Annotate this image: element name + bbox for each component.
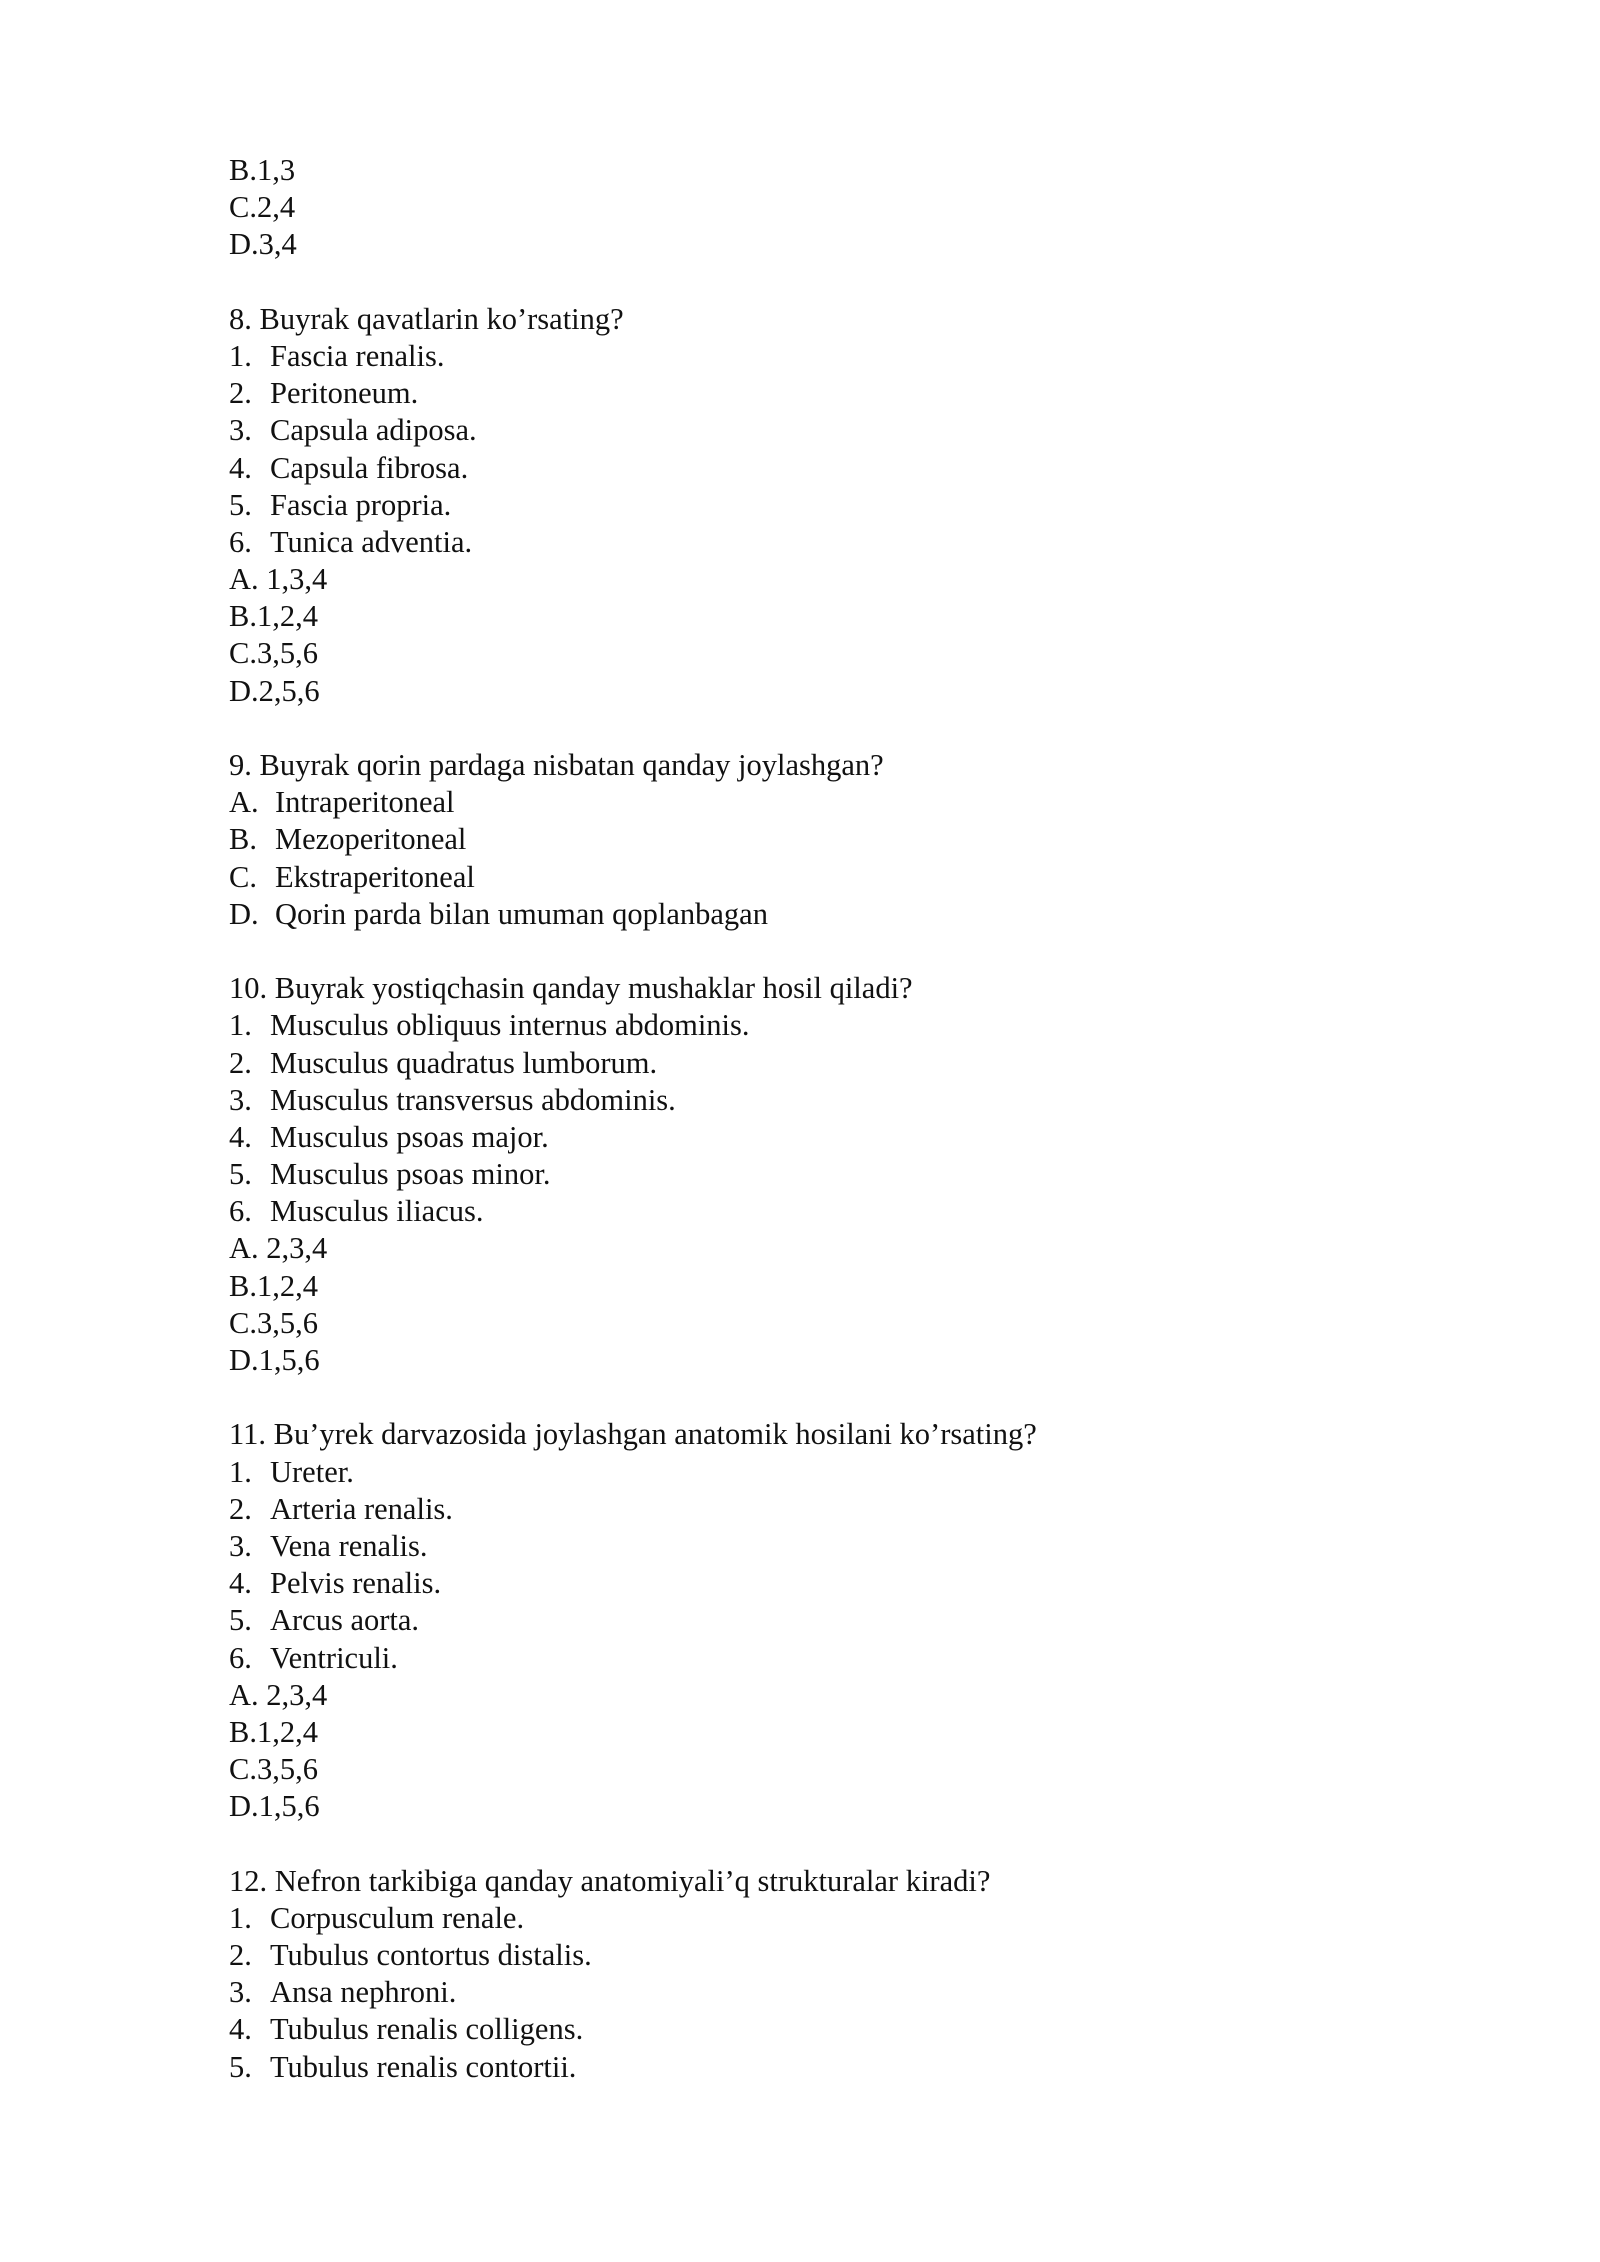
item-number: 2. [229, 376, 252, 411]
list-item [229, 1565, 1429, 1602]
item-number: 2. [229, 1045, 252, 1080]
item-text: Capsula fibrosa. [270, 450, 469, 485]
list-item [229, 1454, 1429, 1491]
list-item [229, 338, 1429, 375]
list-item [229, 1528, 1429, 1565]
item-text: Fascia renalis. [270, 338, 445, 373]
question-11 [229, 1416, 1429, 1825]
spacer [229, 933, 1429, 970]
option-letter: B. [229, 822, 257, 857]
spacer [229, 1825, 1429, 1862]
list-item [229, 375, 1429, 412]
item-number: 5. [229, 2049, 252, 2084]
list-item [229, 1045, 1429, 1082]
list-item [229, 524, 1429, 561]
list-item [229, 487, 1429, 524]
item-text: Musculus psoas major. [270, 1119, 549, 1154]
item-text: Pelvis renalis. [270, 1566, 442, 1601]
question-text: 9. Buyrak qorin pardaga nisbatan qanday joylashgan? [229, 748, 884, 782]
answer-option: A. 2,3,4 [229, 1231, 328, 1266]
list-item [229, 1900, 1429, 1937]
question-text: 11. Bu’yrek darvazosida joylashgan anatomik hosilani ko’rsating? [229, 1417, 1037, 1452]
answer-option: D.1,5,6 [229, 1343, 320, 1377]
option-text: Ekstraperitoneal [275, 859, 475, 894]
item-number: 1. [229, 1008, 252, 1043]
item-text: Musculus transversus abdominis. [270, 1082, 676, 1117]
spacer [229, 1379, 1429, 1416]
item-text: Ureter. [270, 1454, 354, 1489]
answer-option: B.1,2,4 [229, 1714, 318, 1749]
item-text: Vena renalis. [270, 1528, 428, 1563]
list-item [229, 2011, 1429, 2048]
item-text: Musculus psoas minor. [270, 1157, 551, 1192]
item-number: 4. [229, 1119, 252, 1154]
item-number: 5. [229, 487, 252, 522]
prev-answers [229, 152, 1429, 264]
item-text: Tubulus renalis colligens. [270, 2012, 584, 2047]
spacer [229, 264, 1429, 301]
item-text: Musculus iliacus. [270, 1194, 484, 1229]
item-number: 3. [229, 1082, 252, 1117]
item-text: Tubulus renalis contortii. [270, 2049, 577, 2084]
answer-option: D.3,4 [229, 227, 297, 262]
item-number: 6. [229, 1194, 252, 1229]
item-text: Peritoneum. [270, 376, 419, 411]
answer-option [229, 859, 1429, 896]
item-number: 1. [229, 1454, 252, 1489]
option-letter: A. [229, 785, 259, 820]
item-number: 1. [229, 338, 252, 373]
item-number: 3. [229, 1528, 252, 1563]
question-12 [229, 1863, 1429, 2086]
answer-option: B.1,2,4 [229, 599, 318, 634]
item-number: 4. [229, 450, 252, 485]
list-item [229, 1602, 1429, 1639]
item-number: 6. [229, 1640, 252, 1675]
answer-option [229, 821, 1429, 858]
item-text: Ventriculi. [270, 1640, 398, 1675]
list-item [229, 1937, 1429, 1974]
item-text: Tunica adventia. [270, 524, 473, 559]
item-number: 2. [229, 1491, 252, 1526]
option-text: Mezoperitoneal [275, 822, 467, 857]
question-10 [229, 970, 1429, 1379]
option-letter: D. [229, 896, 259, 931]
list-item [229, 2049, 1429, 2086]
question-text: 10. Buyrak yostiqchasin qanday mushaklar hosil qiladi? [229, 971, 913, 1006]
list-item [229, 1156, 1429, 1193]
answer-option: D.1,5,6 [229, 1789, 320, 1824]
question-text: 8. Buyrak qavatlarin ko’rsating? [229, 301, 624, 336]
list-item [229, 1640, 1429, 1677]
list-item [229, 412, 1429, 449]
item-number: 1. [229, 1900, 252, 1935]
item-text: Capsula adiposa. [270, 413, 477, 448]
item-text: Arteria renalis. [270, 1491, 453, 1526]
answer-option: A. 1,3,4 [229, 562, 328, 597]
answer-option [229, 896, 1429, 933]
list-item [229, 1974, 1429, 2011]
item-number: 3. [229, 413, 252, 448]
answer-option: B.1,3 [229, 153, 296, 187]
item-text: Fascia propria. [270, 487, 452, 522]
item-number: 6. [229, 524, 252, 559]
answer-option [229, 784, 1429, 821]
answer-option: C.3,5,6 [229, 1305, 318, 1340]
question-9 [229, 747, 1429, 933]
option-text: Intraperitoneal [275, 785, 455, 820]
item-text: Tubulus contortus distalis. [270, 1938, 592, 1972]
answer-option: D.2,5,6 [229, 673, 320, 708]
document-body [229, 152, 1429, 2086]
list-item [229, 1193, 1429, 1230]
item-number: 4. [229, 2012, 252, 2047]
item-text: Arcus aorta. [270, 1603, 420, 1638]
list-item [229, 1119, 1429, 1156]
item-text: Musculus obliquus internus abdominis. [270, 1008, 750, 1043]
item-number: 4. [229, 1566, 252, 1601]
list-item [229, 1491, 1429, 1528]
item-text: Musculus quadratus lumborum. [270, 1045, 658, 1080]
list-item [229, 1007, 1429, 1044]
option-text: Qorin parda bilan umuman qoplanbagan [275, 896, 768, 931]
item-number: 5. [229, 1603, 252, 1638]
answer-option: C.3,5,6 [229, 1752, 318, 1787]
item-number: 3. [229, 1975, 252, 2010]
list-item [229, 450, 1429, 487]
list-item [229, 1082, 1429, 1119]
option-letter: C. [229, 859, 257, 894]
spacer [229, 710, 1429, 747]
item-text: Ansa nephroni. [270, 1975, 457, 2010]
item-text: Corpusculum renale. [270, 1900, 525, 1935]
answer-option: B.1,2,4 [229, 1268, 318, 1303]
question-text: 12. Nefron tarkibiga qanday anatomiyali’q strukturalar kiradi? [229, 1863, 991, 1898]
question-8 [229, 301, 1429, 710]
answer-option: C.3,5,6 [229, 636, 318, 671]
item-number: 2. [229, 1938, 252, 1972]
item-number: 5. [229, 1157, 252, 1192]
answer-option: C.2,4 [229, 190, 296, 225]
answer-option: A. 2,3,4 [229, 1677, 328, 1712]
